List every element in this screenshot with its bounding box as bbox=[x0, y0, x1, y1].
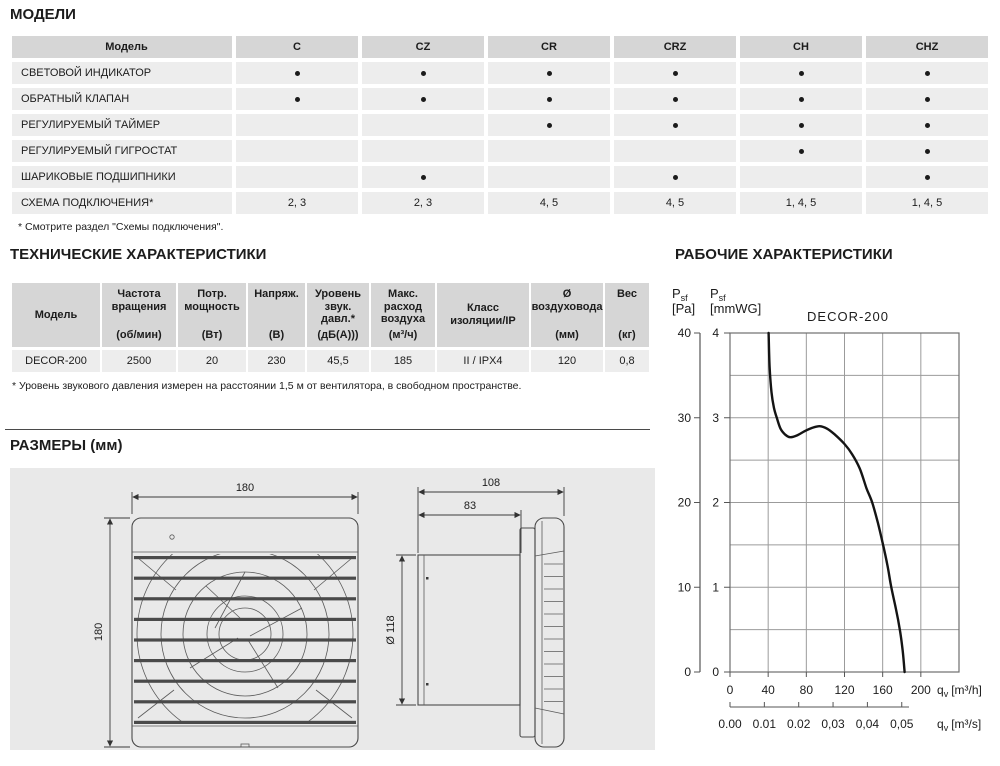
tech-value-cell: 45,5 bbox=[307, 350, 369, 372]
feature-cell: 1, 4, 5 bbox=[740, 192, 862, 214]
feature-cell bbox=[740, 166, 862, 188]
tech-header-cell: Вес (кг) bbox=[605, 283, 649, 347]
feature-dot-icon bbox=[925, 175, 930, 180]
louver-slat bbox=[134, 638, 356, 641]
m3h-tick-label: 40 bbox=[761, 683, 775, 697]
tech-value-cell: 230 bbox=[248, 350, 305, 372]
mmwg-tick-label: 4 bbox=[712, 326, 719, 340]
feature-dot-icon bbox=[295, 71, 300, 76]
m3h-tick-label: 120 bbox=[834, 683, 855, 697]
feature-label: ОБРАТНЫЙ КЛАПАН bbox=[12, 88, 232, 110]
feature-dot-icon bbox=[547, 97, 552, 102]
feature-dot-icon bbox=[673, 123, 678, 128]
models-table-header bbox=[12, 36, 988, 58]
feature-dot-icon bbox=[925, 97, 930, 102]
feature-label: ШАРИКОВЫЕ ПОДШИПНИКИ bbox=[12, 166, 232, 188]
screw-hole-icon bbox=[170, 535, 174, 539]
m3s-tick-label: 0,05 bbox=[890, 717, 914, 731]
feature-cell: 1, 4, 5 bbox=[866, 192, 988, 214]
louver-slat bbox=[134, 700, 356, 703]
louver-slat bbox=[134, 721, 356, 724]
feature-dot-icon bbox=[925, 71, 930, 76]
tech-value-cell: 20 bbox=[178, 350, 246, 372]
performance-heading: РАБОЧИЕ ХАРАКТЕРИСТИКИ bbox=[675, 246, 893, 263]
models-table-row bbox=[12, 166, 988, 188]
feature-cell bbox=[614, 114, 736, 136]
pa-axis-unit: [Pa] bbox=[672, 301, 696, 316]
feature-cell bbox=[236, 166, 358, 188]
feature-cell bbox=[488, 114, 610, 136]
feature-label: СВЕТОВОЙ ИНДИКАТОР bbox=[12, 62, 232, 84]
side-dimensions bbox=[385, 477, 564, 705]
dim-duct-depth: 83 bbox=[463, 500, 477, 512]
m3h-tick-label: 0 bbox=[726, 683, 734, 697]
feature-dot-icon bbox=[673, 97, 678, 102]
feature-cell bbox=[866, 62, 988, 84]
tech-header-cell: Напряж. (В) bbox=[248, 283, 305, 347]
tech-value-cell: 2500 bbox=[102, 350, 176, 372]
dimensions-panel bbox=[10, 468, 655, 750]
tech-header-cell: Потр. мощность (Вт) bbox=[178, 283, 246, 347]
tech-header-cell: Ø воздуховода (мм) bbox=[531, 283, 603, 347]
m3s-tick-label: 0,04 bbox=[855, 717, 880, 731]
models-header-cell: C bbox=[236, 36, 358, 58]
feature-dot-icon bbox=[925, 149, 930, 154]
models-header-cell: CHZ bbox=[866, 36, 988, 58]
m3h-tick-label: 200 bbox=[910, 683, 931, 697]
louver-grille bbox=[134, 556, 356, 724]
fan-curve-chart bbox=[660, 266, 1000, 766]
feature-dot-icon bbox=[799, 149, 804, 154]
feature-cell bbox=[362, 88, 484, 110]
models-table bbox=[12, 36, 988, 214]
tech-value-cell: 120 bbox=[531, 350, 603, 372]
feature-cell bbox=[614, 88, 736, 110]
feature-cell bbox=[488, 62, 610, 84]
feature-cell bbox=[362, 140, 484, 162]
feature-cell bbox=[740, 140, 862, 162]
models-table-row bbox=[12, 62, 988, 84]
models-table-row bbox=[12, 192, 988, 214]
louver-slat bbox=[134, 659, 356, 662]
section-divider bbox=[5, 429, 650, 430]
louver-slat bbox=[134, 556, 356, 559]
feature-cell bbox=[236, 140, 358, 162]
m3s-tick-label: 0.00 bbox=[718, 717, 742, 731]
models-header-cell: CR bbox=[488, 36, 610, 58]
feature-dot-icon bbox=[421, 97, 426, 102]
feature-cell bbox=[362, 114, 484, 136]
pa-tick-label: 0 bbox=[684, 665, 691, 679]
feature-cell bbox=[866, 166, 988, 188]
m3s-tick-label: 0.02 bbox=[787, 717, 811, 731]
dim-duct-diameter: Ø 118 bbox=[385, 615, 397, 645]
tech-header-cell: Модель bbox=[12, 283, 100, 347]
feature-cell: 2, 3 bbox=[362, 192, 484, 214]
models-table-row bbox=[12, 114, 988, 136]
dim-side-total-depth: 108 bbox=[481, 477, 501, 489]
performance-chart bbox=[660, 266, 1000, 766]
models-header-cell: Модель bbox=[12, 36, 232, 58]
m3s-tick-label: 0.01 bbox=[752, 717, 777, 731]
x-axis-m3s-unit: $q_v$ [m³/s] bbox=[937, 717, 982, 733]
feature-cell bbox=[236, 114, 358, 136]
feature-dot-icon bbox=[673, 71, 678, 76]
tech-table-row bbox=[12, 350, 650, 372]
feature-dot-icon bbox=[799, 123, 804, 128]
dimensions-drawing bbox=[10, 468, 655, 750]
feature-cell bbox=[614, 140, 736, 162]
feature-cell bbox=[488, 140, 610, 162]
louver-slat bbox=[134, 577, 356, 580]
chart-title: DECOR-200 bbox=[807, 309, 889, 324]
models-table-row bbox=[12, 140, 988, 162]
feature-cell bbox=[488, 88, 610, 110]
feature-label: СХЕМА ПОДКЛЮЧЕНИЯ* bbox=[12, 192, 232, 214]
tech-value-cell: DECOR-200 bbox=[12, 350, 100, 372]
tech-header-cell: Класс изоляции/IP bbox=[437, 283, 529, 347]
pa-tick-label: 10 bbox=[677, 580, 691, 595]
mmwg-tick-label: 1 bbox=[712, 580, 719, 595]
mmwg-axis-label: $P_{sf}$ bbox=[710, 286, 726, 303]
feature-label: РЕГУЛИРУЕМЫЙ ГИГРОСТАТ bbox=[12, 140, 232, 162]
feature-cell bbox=[614, 166, 736, 188]
feature-cell bbox=[740, 88, 862, 110]
dim-front-height: 180 bbox=[93, 622, 105, 642]
feature-cell bbox=[362, 62, 484, 84]
side-view bbox=[418, 518, 564, 747]
feature-cell bbox=[614, 62, 736, 84]
feature-dot-icon bbox=[673, 175, 678, 180]
tech-header-cell: Макс. расход воздуха (м³/ч) bbox=[371, 283, 435, 347]
feature-cell: 4, 5 bbox=[614, 192, 736, 214]
mmwg-tick-label: 0 bbox=[712, 665, 719, 679]
pa-tick-label: 30 bbox=[677, 410, 691, 425]
feature-cell bbox=[740, 114, 862, 136]
tech-footnote: * Уровень звукового давления измерен на расстоянии 1,5 м от вентилятора, в свободном пространстве. bbox=[12, 380, 522, 392]
tech-value-cell: 0,8 bbox=[605, 350, 649, 372]
tech-header-cell: Частота вращения (об/мин) bbox=[102, 283, 176, 347]
feature-cell bbox=[866, 88, 988, 110]
tech-value-cell: 185 bbox=[371, 350, 435, 372]
feature-cell bbox=[866, 114, 988, 136]
feature-dot-icon bbox=[547, 71, 552, 76]
pa-tick-label: 20 bbox=[677, 495, 691, 510]
tech-table bbox=[12, 283, 650, 372]
models-heading: МОДЕЛИ bbox=[10, 6, 76, 23]
models-header-cell: CRZ bbox=[614, 36, 736, 58]
mmwg-axis-unit: [mmWG] bbox=[710, 301, 762, 316]
mmwg-tick-label: 3 bbox=[712, 410, 719, 425]
feature-dot-icon bbox=[421, 71, 426, 76]
models-header-cell: CZ bbox=[362, 36, 484, 58]
feature-dot-icon bbox=[799, 71, 804, 76]
pa-axis-label: $P_{sf}$ bbox=[672, 286, 688, 303]
feature-cell bbox=[236, 88, 358, 110]
x-axis-m3h-unit: $q_v$ [m³/h] bbox=[937, 683, 982, 699]
mmwg-tick-label: 2 bbox=[712, 495, 719, 510]
front-dimensions bbox=[93, 482, 358, 747]
m3h-tick-label: 160 bbox=[872, 683, 893, 697]
feature-dot-icon bbox=[799, 97, 804, 102]
feature-label: РЕГУЛИРУЕМЫЙ ТАЙМЕР bbox=[12, 114, 232, 136]
feature-cell bbox=[236, 62, 358, 84]
models-header-cell: CH bbox=[740, 36, 862, 58]
dimensions-heading: РАЗМЕРЫ (мм) bbox=[10, 437, 123, 454]
tech-header-cell: Уровень звук. давл.* (дБ(А))) bbox=[307, 283, 369, 347]
dim-front-width: 180 bbox=[235, 482, 255, 494]
tech-value-cell: II / IPX4 bbox=[437, 350, 529, 372]
feature-dot-icon bbox=[295, 97, 300, 102]
louver-slat bbox=[134, 618, 356, 621]
louver-slat bbox=[134, 597, 356, 600]
heat-fins bbox=[544, 564, 563, 702]
feature-cell: 2, 3 bbox=[236, 192, 358, 214]
tech-table-header bbox=[12, 283, 650, 347]
models-footnote: * Смотрите раздел "Схемы подключения". bbox=[18, 221, 224, 233]
feature-cell: 4, 5 bbox=[488, 192, 610, 214]
feature-cell bbox=[740, 62, 862, 84]
feature-cell bbox=[866, 140, 988, 162]
models-table-row bbox=[12, 88, 988, 110]
m3s-tick-label: 0,03 bbox=[821, 717, 845, 731]
feature-cell bbox=[488, 166, 610, 188]
louver-slat bbox=[134, 680, 356, 683]
feature-cell bbox=[362, 166, 484, 188]
m3h-tick-label: 80 bbox=[799, 683, 814, 697]
feature-dot-icon bbox=[547, 123, 552, 128]
feature-dot-icon bbox=[421, 175, 426, 180]
feature-dot-icon bbox=[925, 123, 930, 128]
pa-tick-label: 40 bbox=[677, 326, 691, 340]
front-view bbox=[132, 518, 358, 747]
tech-heading: ТЕХНИЧЕСКИЕ ХАРАКТЕРИСТИКИ bbox=[10, 246, 267, 263]
